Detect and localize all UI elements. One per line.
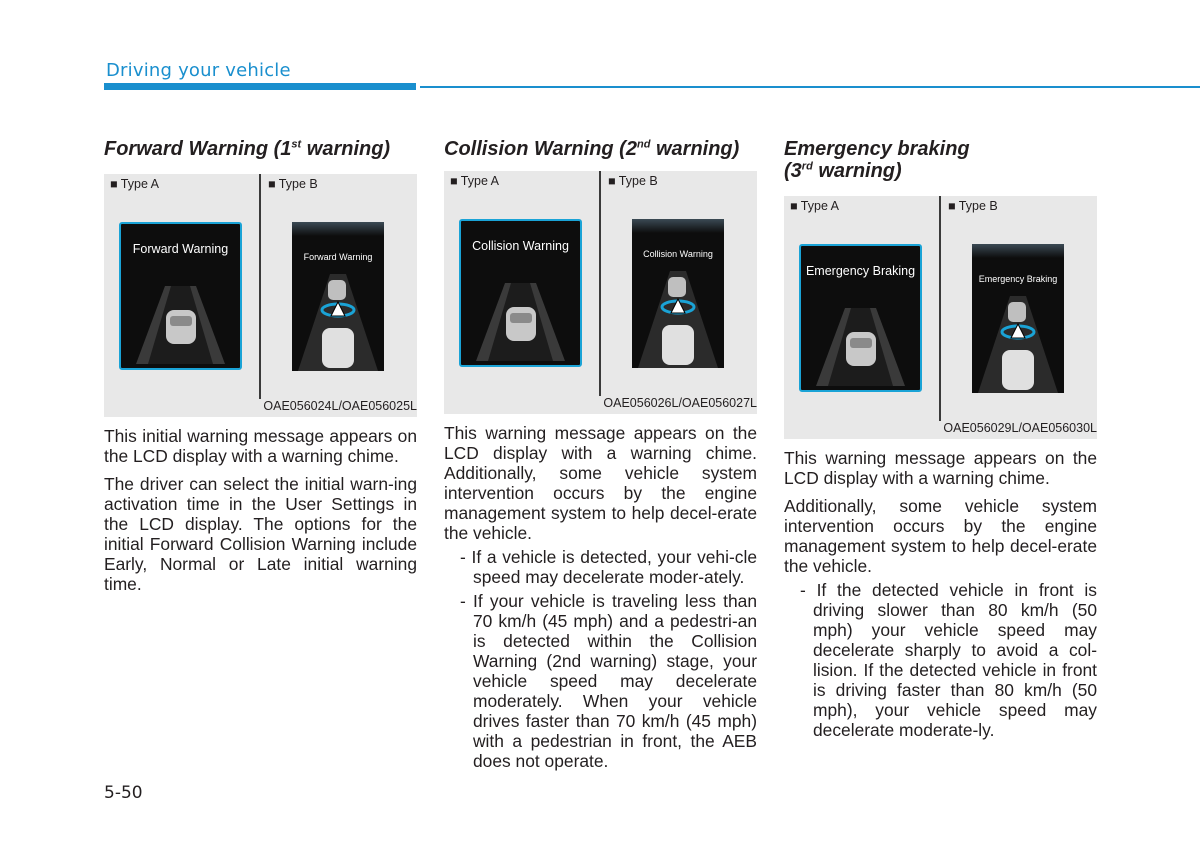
road-car-icon (461, 221, 580, 365)
figure-divider (599, 171, 601, 396)
header-rule-thick (104, 83, 416, 90)
type-a-label: ■ Type A (790, 199, 840, 213)
figure-divider (939, 196, 941, 421)
type-a-label: ■ Type A (450, 174, 500, 188)
screen-message: Collision Warning (472, 239, 569, 253)
figure-collision-warning (444, 171, 757, 414)
road-warning-icon (632, 219, 724, 368)
type-b-label: ■ Type B (608, 174, 658, 188)
road-warning-icon (972, 244, 1064, 393)
paragraph: This warning message appears on the LCD display with a warning chime. Additionally, some vehicle system intervention occurs by the engine management system to help decel-erate the vehicle. (444, 423, 757, 543)
bullet-item: - If a vehicle is detected, your vehi-cle speed may decelerate moder-ately. (460, 547, 757, 587)
figure-code: OAE056026L/OAE056027L (603, 396, 757, 410)
figure-code: OAE056029L/OAE056030L (943, 421, 1097, 435)
road-car-icon (801, 246, 920, 390)
screen-message: Emergency Braking (805, 264, 916, 278)
bullet-item: - If the detected vehicle in front is driving slower than 80 km/h (50 mph) your vehicle speed may decelerate sharply to avoid a col-lision. If the detected vehicle in front is driving faster than 80 km/h (50 mph), your vehicle speed may decelerate moderate-ly. (800, 580, 1097, 740)
type-b-label: ■ Type B (268, 177, 318, 191)
column-emergency-braking (784, 138, 1097, 740)
type-a-label: ■ Type A (110, 177, 160, 191)
type-b-label: ■ Type B (948, 199, 998, 213)
lcd-screen-type-b (972, 244, 1064, 393)
heading-emergency-braking: Emergency braking (3rd warning) (784, 138, 970, 182)
section-title: Driving your vehicle (106, 60, 291, 81)
column-forward-warning (104, 138, 417, 594)
paragraph: This warning message appears on the LCD display with a warning chime. (784, 448, 1097, 488)
road-car-icon (121, 224, 240, 368)
lcd-screen-type-a (799, 244, 922, 392)
figure-emergency-braking (784, 196, 1097, 439)
lcd-screen-type-b (292, 222, 384, 371)
screen-message: Emergency Braking (978, 274, 1058, 284)
road-warning-icon (292, 222, 384, 371)
lcd-screen-type-a (119, 222, 242, 370)
bullet-item: - If your vehicle is traveling less than 70 km/h (45 mph) and a pedestri-an is detected within the Collision Warning (2nd warning) stage, your vehicle speed may decelerate moderately. When your vehicle drives faster than 70 km/h (45 mph) with a pedestrian in front, the AEB does not operate. (460, 591, 757, 771)
paragraph: This initial warning message appears on the LCD display with a warning chime. (104, 426, 417, 466)
header-rule-thin (420, 86, 1200, 88)
column-collision-warning (444, 138, 757, 771)
paragraph: The driver can select the initial warn-ing activation time in the User Settings in the LCD display. The options for the initial Forward Collision Warning include Early, Normal or Late initial warning time. (104, 474, 417, 594)
heading-forward-warning: Forward Warning (1st warning) (104, 138, 391, 160)
figure-forward-warning (104, 174, 417, 417)
screen-message: Forward Warning (132, 242, 229, 256)
figure-code: OAE056024L/OAE056025L (263, 399, 417, 413)
figure-divider (259, 174, 261, 399)
screen-message: Collision Warning (643, 249, 713, 259)
lcd-screen-type-b (632, 219, 724, 368)
page-number: 5-50 (104, 783, 143, 803)
screen-message: Forward Warning (303, 252, 373, 262)
heading-collision-warning: Collision Warning (2nd warning) (444, 138, 740, 160)
paragraph: Additionally, some vehicle system intervention occurs by the engine management system to help decel-erate the vehicle. (784, 496, 1097, 576)
lcd-screen-type-a (459, 219, 582, 367)
